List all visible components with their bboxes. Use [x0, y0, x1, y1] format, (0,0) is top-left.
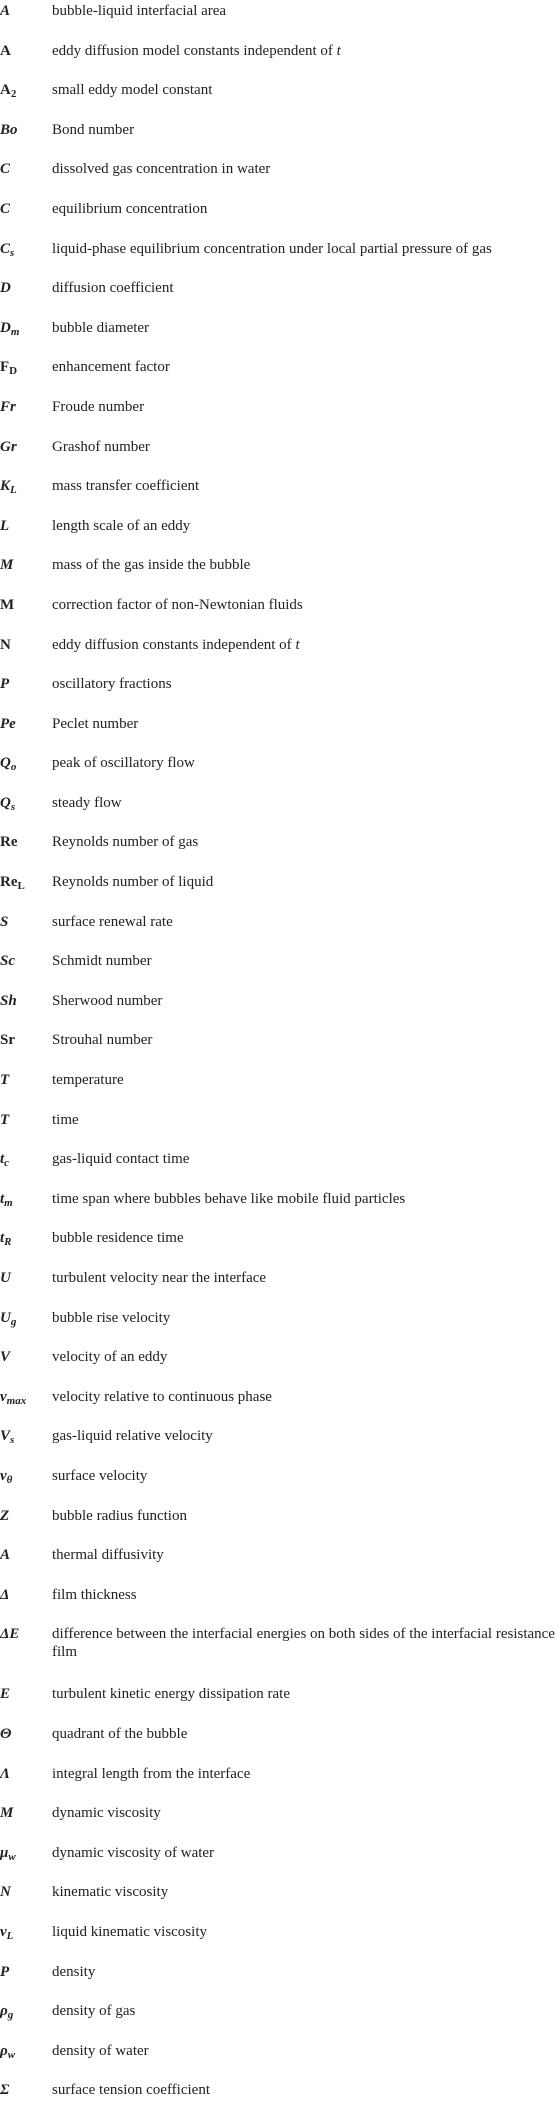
- symbol: [0, 1229, 52, 1251]
- definition: [52, 1883, 558, 1901]
- nomenclature-row: [0, 1881, 558, 1921]
- symbol-main: L: [0, 517, 10, 534]
- symbol: [0, 952, 52, 970]
- definition: [52, 1923, 558, 1941]
- symbol-main: Pe: [0, 715, 16, 732]
- definition-text: turbulent kinetic energy dissipation rate: [52, 1686, 290, 1703]
- symbol-main: Μ: [0, 1805, 14, 1822]
- symbol-main: Q: [0, 755, 11, 772]
- symbol-subscript: g: [7, 2009, 14, 2022]
- nomenclature-row: [0, 1623, 558, 1683]
- definition: [52, 279, 558, 297]
- definition-text: Peclet number: [52, 715, 139, 732]
- definition-text: density: [52, 1963, 96, 1980]
- nomenclature-row: [0, 871, 558, 911]
- definition: [52, 358, 558, 376]
- nomenclature-row: [0, 515, 558, 555]
- symbol-main: Θ: [0, 1725, 12, 1742]
- symbol-main: Sr: [0, 1032, 15, 1049]
- symbol-main: Ν: [0, 1884, 11, 1901]
- definition-text: dissolved gas concentration in water: [52, 161, 271, 178]
- symbol-main: K: [0, 478, 11, 495]
- nomenclature-row: [0, 1763, 558, 1803]
- nomenclature-row: [0, 1505, 558, 1545]
- definition-text: Sherwood number: [52, 992, 163, 1009]
- definition: [52, 913, 558, 931]
- nomenclature-row: [0, 1188, 558, 1228]
- nomenclature-row: [0, 1921, 558, 1961]
- definition: [52, 952, 558, 970]
- nomenclature-row: [0, 831, 558, 871]
- symbol-main: Re: [0, 834, 18, 851]
- symbol: [0, 556, 52, 574]
- symbol-main: A: [0, 3, 11, 19]
- nomenclature-row: [0, 950, 558, 990]
- symbol: [0, 1507, 52, 1525]
- symbol: [0, 1467, 52, 1489]
- definition-text: liquid-phase equilibrium concentration under local partial pressure of gas: [52, 240, 492, 257]
- symbol: [0, 160, 52, 178]
- symbol: [0, 873, 52, 895]
- symbol: [0, 1190, 52, 1212]
- definition-text: turbulent velocity near the interface: [52, 1270, 267, 1286]
- symbol-main: Re: [0, 874, 18, 891]
- symbol: [0, 1427, 52, 1449]
- symbol-main: D: [0, 319, 11, 336]
- definition: [52, 556, 558, 574]
- definition-text: small eddy model constant: [52, 82, 213, 99]
- definition: [52, 319, 558, 337]
- symbol: [0, 992, 52, 1010]
- definition-text: diffusion coefficient: [52, 280, 174, 297]
- symbol: [0, 675, 52, 693]
- definition: [52, 1963, 558, 1981]
- symbol: [0, 1923, 52, 1945]
- definition-text: bubble-liquid interfacial area: [52, 3, 227, 19]
- nomenclature-row: [0, 356, 558, 396]
- definition: [52, 1071, 558, 1089]
- definition-text: time: [52, 1111, 79, 1128]
- definition: [52, 1388, 558, 1406]
- symbol: [0, 1388, 52, 1410]
- definition-text: surface tension coefficient: [52, 2082, 210, 2099]
- nomenclature-row: [0, 1544, 558, 1584]
- definition-text: mass transfer coefficient: [52, 478, 200, 495]
- definition-text: dynamic viscosity: [52, 1805, 161, 1822]
- nomenclature-row: [0, 713, 558, 753]
- definition-text: enhancement factor: [52, 359, 170, 376]
- nomenclature-row: [0, 2000, 558, 2040]
- symbol-subscript: o: [10, 761, 17, 774]
- nomenclature-row: [0, 317, 558, 357]
- definition: [52, 1467, 558, 1485]
- symbol: [0, 200, 52, 218]
- symbol-main: A: [0, 82, 11, 99]
- definition-text: bubble rise velocity: [52, 1309, 171, 1326]
- symbol-subscript: R: [4, 1236, 12, 1249]
- definition: [52, 2, 558, 20]
- symbol-subscript: g: [10, 1315, 17, 1328]
- definition: [52, 1685, 558, 1703]
- symbol-main: t: [0, 1230, 5, 1247]
- nomenclature-row: [0, 1029, 558, 1069]
- symbol: [0, 1150, 52, 1172]
- symbol: [0, 1111, 52, 1129]
- definition: [52, 1348, 558, 1366]
- definition-text: difference between the interfacial energies on both sides of the interfacial resistance film: [52, 1626, 555, 1661]
- symbol: [0, 42, 52, 60]
- definition: [52, 1190, 558, 1208]
- definition-text: oscillatory fractions: [52, 676, 172, 693]
- symbol-main: U: [0, 1270, 11, 1286]
- symbol-main: M: [0, 596, 15, 613]
- symbol-subscript: max: [6, 1394, 27, 1407]
- definition: [52, 1546, 558, 1564]
- symbol-subscript: w: [8, 1850, 16, 1863]
- symbol-main: Δ: [0, 1586, 10, 1603]
- nomenclature-row: [0, 594, 558, 634]
- nomenclature-row: [0, 792, 558, 832]
- nomenclature-row: [0, 277, 558, 317]
- symbol-main: Λ: [0, 1765, 11, 1782]
- definition-text: mass of the gas inside the bubble: [52, 557, 251, 574]
- symbol-main: ΔE: [0, 1626, 20, 1643]
- nomenclature-row: [0, 119, 558, 159]
- symbol-subscript: L: [6, 1929, 14, 1942]
- symbol-main: T: [0, 1072, 10, 1089]
- symbol-main: t: [0, 1190, 5, 1207]
- symbol-main: t: [0, 1151, 5, 1168]
- definition-text: dynamic viscosity of water: [52, 1844, 215, 1861]
- symbol: [0, 794, 52, 816]
- symbol-main: F: [0, 359, 10, 376]
- definition-text: velocity relative to continuous phase: [52, 1388, 272, 1405]
- nomenclature-row: [0, 0, 558, 40]
- definition: [52, 517, 558, 535]
- definition: [52, 1765, 558, 1783]
- definition-text: liquid kinematic viscosity: [52, 1923, 207, 1940]
- nomenclature-row: [0, 1802, 558, 1842]
- nomenclature-row: [0, 752, 558, 792]
- symbol: [0, 398, 52, 416]
- definition-text: eddy diffusion constants independent of: [52, 636, 296, 653]
- definition-text: kinematic viscosity: [52, 1884, 169, 1901]
- nomenclature-row: [0, 1109, 558, 1149]
- symbol-main: Α: [0, 1547, 11, 1564]
- definition-text: temperature: [52, 1072, 124, 1089]
- symbol: [0, 2002, 52, 2024]
- definition-text: peak of oscillatory flow: [52, 755, 195, 772]
- definition-text: velocity of an eddy: [52, 1349, 168, 1366]
- symbol: [0, 517, 52, 535]
- definition: [52, 992, 558, 1010]
- symbol-subscript: s: [10, 246, 15, 259]
- definition: [52, 1031, 558, 1049]
- definition-text: surface velocity: [52, 1467, 148, 1484]
- definition: [52, 596, 558, 614]
- symbol: [0, 715, 52, 733]
- definition: [52, 636, 558, 654]
- symbol-main: Ρ: [0, 1963, 10, 1980]
- definition-text: Grashof number: [52, 438, 150, 455]
- definition: [52, 1427, 558, 1445]
- definition: [52, 873, 558, 891]
- nomenclature-row: [0, 79, 558, 119]
- nomenclature-row: [0, 634, 558, 674]
- symbol: [0, 913, 52, 931]
- definition-text: time span where bubbles behave like mobile fluid particles: [52, 1190, 406, 1207]
- definition: [52, 794, 558, 812]
- definition-text: correction factor of non-Newtonian fluids: [52, 596, 303, 613]
- symbol: [0, 1071, 52, 1089]
- symbol-main: S: [0, 913, 9, 930]
- definition: [52, 1150, 558, 1168]
- definition: [52, 81, 558, 99]
- nomenclature-row: [0, 1584, 558, 1624]
- symbol-main: Sc: [0, 953, 15, 970]
- symbol: [0, 1031, 52, 1049]
- symbol: [0, 1883, 52, 1901]
- definition-text: Reynolds number of liquid: [52, 874, 214, 891]
- definition: [52, 754, 558, 772]
- symbol: [0, 1765, 52, 1783]
- symbol-main: Sh: [0, 992, 17, 1009]
- symbol: [0, 1269, 52, 1287]
- symbol: [0, 596, 52, 614]
- definition-text: bubble diameter: [52, 319, 150, 336]
- definition-text: bubble radius function: [52, 1507, 187, 1524]
- definition: [52, 477, 558, 495]
- symbol: [0, 754, 52, 776]
- nomenclature-row: [0, 1683, 558, 1723]
- definition-text: Bond number: [52, 121, 135, 138]
- definition-variable: t: [295, 636, 300, 653]
- symbol-main: P: [0, 676, 10, 693]
- symbol-main: U: [0, 1309, 11, 1326]
- definition: [52, 2081, 558, 2099]
- definition-text: equilibrium concentration: [52, 200, 208, 217]
- symbol-subscript: D: [9, 365, 18, 378]
- definition-text: eddy diffusion model constants independent of: [52, 42, 337, 59]
- nomenclature-row: [0, 673, 558, 713]
- definition-text: integral length from the interface: [52, 1765, 251, 1782]
- symbol-subscript: c: [4, 1157, 10, 1170]
- nomenclature-row: [0, 198, 558, 238]
- definition-text: Reynolds number of gas: [52, 834, 199, 851]
- definition-text: density of water: [52, 2042, 149, 2059]
- symbol-main: V: [0, 1428, 11, 1445]
- symbol-main: Q: [0, 794, 11, 811]
- symbol-main: ρ: [0, 2003, 8, 2020]
- symbol: [0, 1586, 52, 1604]
- definition-text: surface renewal rate: [52, 913, 173, 930]
- nomenclature-row: [0, 1723, 558, 1763]
- nomenclature-row: [0, 1842, 558, 1882]
- symbol: [0, 121, 52, 139]
- definition: [52, 715, 558, 733]
- symbol: [0, 1625, 52, 1643]
- definition: [52, 1229, 558, 1247]
- symbol-main: ρ: [0, 2042, 8, 2059]
- symbol-subscript: m: [10, 325, 20, 338]
- symbol-main: M: [0, 557, 14, 574]
- symbol-main: Gr: [0, 438, 17, 455]
- symbol-main: C: [0, 200, 11, 217]
- definition-text: film thickness: [52, 1586, 137, 1603]
- symbol-main: v: [0, 1388, 7, 1405]
- definition: [52, 1269, 558, 1287]
- definition: [52, 1844, 558, 1862]
- symbol-main: μ: [0, 1844, 9, 1861]
- symbol-main: N: [0, 636, 11, 653]
- definition-text: gas-liquid contact time: [52, 1151, 190, 1168]
- definition: [52, 1804, 558, 1822]
- symbol: [0, 240, 52, 262]
- symbol: [0, 1844, 52, 1866]
- definition-text: Strouhal number: [52, 1032, 153, 1049]
- symbol-subscript: 2: [10, 88, 17, 101]
- definition: [52, 160, 558, 178]
- nomenclature-row: [0, 1267, 558, 1307]
- nomenclature-row: [0, 2079, 558, 2119]
- definition-text: thermal diffusivity: [52, 1547, 164, 1564]
- nomenclature-row: [0, 554, 558, 594]
- symbol: [0, 2042, 52, 2064]
- definition: [52, 1309, 558, 1327]
- symbol-main: C: [0, 240, 11, 257]
- nomenclature-row: [0, 990, 558, 1030]
- nomenclature-row: [0, 1961, 558, 2001]
- symbol-subscript: θ: [6, 1473, 13, 1486]
- nomenclature-row: [0, 158, 558, 198]
- nomenclature-row: [0, 1148, 558, 1188]
- definition: [52, 1111, 558, 1129]
- nomenclature-row: [0, 475, 558, 515]
- nomenclature-row: [0, 436, 558, 476]
- symbol: [0, 279, 52, 297]
- symbol-subscript: s: [10, 800, 16, 813]
- symbol-subscript: s: [10, 1434, 15, 1447]
- definition: [52, 2002, 558, 2020]
- definition: [52, 2042, 558, 2060]
- nomenclature-row: [0, 1346, 558, 1386]
- definition-text: bubble residence time: [52, 1230, 184, 1247]
- nomenclature-row: [0, 911, 558, 951]
- symbol-subscript: L: [17, 880, 25, 893]
- definition: [52, 200, 558, 218]
- definition: [52, 1586, 558, 1604]
- symbol: [0, 636, 52, 654]
- symbol-main: v: [0, 1467, 7, 1484]
- symbol: [0, 319, 52, 341]
- symbol-subscript: w: [7, 2048, 16, 2061]
- symbol-main: Fr: [0, 398, 16, 415]
- definition: [52, 833, 558, 851]
- nomenclature-row: [0, 1307, 558, 1347]
- definition-text: quadrant of the bubble: [52, 1725, 188, 1742]
- definition: [52, 1507, 558, 1525]
- nomenclature-row: [0, 238, 558, 278]
- definition-text: Schmidt number: [52, 953, 152, 970]
- nomenclature-row: [0, 2040, 558, 2080]
- definition-variable: t: [336, 42, 341, 59]
- symbol: [0, 1685, 52, 1703]
- definition: [52, 438, 558, 456]
- definition: [52, 675, 558, 693]
- nomenclature-row: [0, 1425, 558, 1465]
- symbol-main: Bo: [0, 121, 18, 138]
- definition: [52, 398, 558, 416]
- symbol: [0, 1804, 52, 1822]
- symbol: [0, 833, 52, 851]
- nomenclature-row: [0, 40, 558, 80]
- symbol: [0, 358, 52, 380]
- definition-text: gas-liquid relative velocity: [52, 1428, 213, 1445]
- definition: [52, 1725, 558, 1743]
- definition: [52, 42, 558, 60]
- symbol-main: V: [0, 1349, 11, 1366]
- symbol: [0, 1546, 52, 1564]
- symbol: [0, 1309, 52, 1331]
- symbol-main: Σ: [0, 2082, 10, 2099]
- symbol-main: T: [0, 1111, 10, 1128]
- definition: [52, 121, 558, 139]
- definition-text: Froude number: [52, 398, 145, 415]
- symbol: [0, 1963, 52, 1981]
- nomenclature-row: [0, 1465, 558, 1505]
- symbol-main: A: [0, 42, 11, 59]
- symbol-main: Ε: [0, 1686, 11, 1703]
- symbol-main: ν: [0, 1923, 7, 1940]
- nomenclature-row: [0, 1386, 558, 1426]
- definition-text: density of gas: [52, 2003, 136, 2020]
- symbol: [0, 438, 52, 456]
- definition-text: length scale of an eddy: [52, 517, 191, 534]
- symbol: [0, 2, 52, 20]
- symbol: [0, 81, 52, 103]
- definition: [52, 1625, 558, 1661]
- nomenclature-row: [0, 1069, 558, 1109]
- definition-text: steady flow: [52, 794, 122, 811]
- symbol: [0, 1348, 52, 1366]
- symbol: [0, 1725, 52, 1743]
- symbol-main: D: [0, 280, 11, 297]
- symbol: [0, 2081, 52, 2099]
- symbol-main: C: [0, 161, 11, 178]
- symbol-subscript: L: [10, 484, 17, 497]
- definition: [52, 240, 558, 258]
- symbol: [0, 477, 52, 499]
- nomenclature-row: [0, 1227, 558, 1267]
- nomenclature-row: [0, 396, 558, 436]
- symbol-main: Z: [0, 1507, 10, 1524]
- symbol-subscript: m: [4, 1196, 13, 1209]
